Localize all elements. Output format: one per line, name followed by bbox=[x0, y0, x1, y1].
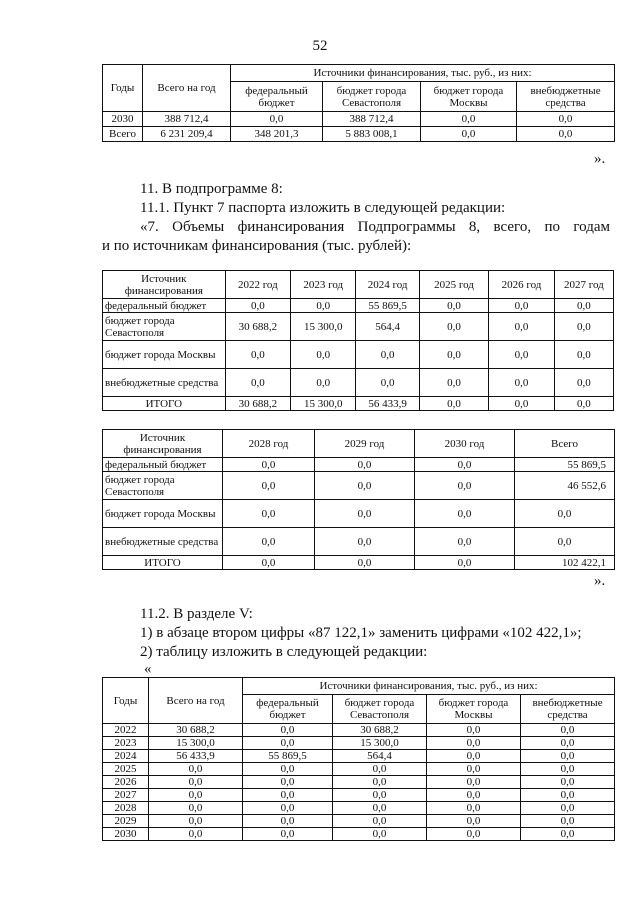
table-cell: 0,0 bbox=[315, 528, 415, 556]
table-cell: 0,0 bbox=[243, 802, 333, 815]
table-row bbox=[103, 789, 615, 802]
table-cell: 564,4 bbox=[356, 313, 419, 341]
table-cell: 0,0 bbox=[243, 776, 333, 789]
table-cell: 0,0 bbox=[419, 369, 488, 397]
table-cell: 0,0 bbox=[243, 737, 333, 750]
table-cell: 0,0 bbox=[149, 828, 243, 841]
row-label: бюджет города Севастополя bbox=[103, 313, 226, 341]
table-cell: 0,0 bbox=[489, 313, 554, 341]
table-cell: 0,0 bbox=[421, 112, 517, 127]
table-cell: 348 201,3 bbox=[231, 127, 323, 142]
table-cell: Всего bbox=[103, 127, 143, 142]
table-cell: 0,0 bbox=[223, 528, 315, 556]
section-11-2: 11.2. В разделе V: bbox=[140, 606, 253, 622]
table-row bbox=[103, 556, 615, 570]
table-row bbox=[103, 299, 614, 313]
table-cell: 0,0 bbox=[223, 458, 315, 472]
table-cell: 0,0 bbox=[521, 802, 615, 815]
table-cell: 0,0 bbox=[225, 341, 290, 369]
row-label: бюджет города Москвы bbox=[103, 500, 223, 528]
table-cell: 0,0 bbox=[225, 369, 290, 397]
table-cell: 0,0 bbox=[554, 313, 613, 341]
subcol-sevastopol: бюджет города Севастополя bbox=[333, 695, 427, 724]
col-year-header: 2030 год bbox=[415, 430, 515, 458]
table-cell: 0,0 bbox=[521, 737, 615, 750]
table-cell: 0,0 bbox=[333, 763, 427, 776]
paragraph-7-line2: и по источникам финансирования (тыс. рублей): bbox=[102, 238, 412, 254]
table-row bbox=[103, 458, 615, 472]
section-11-2-item2: 2) таблицу изложить в следующей редакции: bbox=[140, 644, 428, 660]
funding-table-by-year bbox=[102, 677, 615, 841]
subcol-moscow: бюджет города Москвы bbox=[427, 695, 521, 724]
table-cell: 55 869,5 bbox=[356, 299, 419, 313]
table-cell: 0,0 bbox=[554, 397, 613, 411]
table-row bbox=[103, 815, 615, 828]
sources-header: Источники финансирования, тыс. руб., из них: bbox=[231, 65, 615, 82]
table-row bbox=[103, 313, 614, 341]
table-cell: 15 300,0 bbox=[291, 313, 356, 341]
table-cell: 15 300,0 bbox=[149, 737, 243, 750]
table-cell: 0,0 bbox=[356, 341, 419, 369]
table-cell: 0,0 bbox=[427, 815, 521, 828]
table-cell: 55 869,5 bbox=[243, 750, 333, 763]
table-cell: 0,0 bbox=[517, 127, 615, 142]
subcol-moscow: бюджет города Москвы bbox=[421, 82, 517, 112]
table-row bbox=[103, 369, 614, 397]
table-cell: 0,0 bbox=[315, 500, 415, 528]
table-cell: 0,0 bbox=[149, 776, 243, 789]
row-label: ИТОГО bbox=[103, 556, 223, 570]
opening-quote: « bbox=[144, 661, 152, 677]
col-year-header: 2028 год bbox=[223, 430, 315, 458]
table-cell: 0,0 bbox=[243, 815, 333, 828]
subcol-federal: федеральный бюджет bbox=[231, 82, 323, 112]
table-row bbox=[103, 776, 615, 789]
table-cell: 0,0 bbox=[291, 341, 356, 369]
table-cell: 0,0 bbox=[315, 458, 415, 472]
table-cell: 30 688,2 bbox=[225, 313, 290, 341]
table-cell: 56 433,9 bbox=[149, 750, 243, 763]
table-cell: 0,0 bbox=[243, 763, 333, 776]
table-cell: 0,0 bbox=[149, 815, 243, 828]
col-year-header: 2026 год bbox=[489, 271, 554, 299]
table-cell: 2024 bbox=[103, 750, 149, 763]
table-cell: 0,0 bbox=[415, 500, 515, 528]
table-cell: 0,0 bbox=[427, 763, 521, 776]
col-year-header: 2027 год bbox=[554, 271, 613, 299]
table-cell: 0,0 bbox=[489, 299, 554, 313]
table-cell: 2028 bbox=[103, 802, 149, 815]
table-cell: 0,0 bbox=[333, 789, 427, 802]
table-cell: 0,0 bbox=[427, 802, 521, 815]
table-cell: 2030 bbox=[103, 828, 149, 841]
table-cell: 0,0 bbox=[223, 472, 315, 500]
table-cell: 0,0 bbox=[554, 369, 613, 397]
row-label: бюджет города Москвы bbox=[103, 341, 226, 369]
table-cell: 0,0 bbox=[333, 802, 427, 815]
table-cell: 6 231 209,4 bbox=[143, 127, 231, 142]
table-cell: 0,0 bbox=[149, 789, 243, 802]
table-cell: 0,0 bbox=[419, 313, 488, 341]
table-cell: 0,0 bbox=[427, 724, 521, 737]
paragraph-7-line1: «7. Объемы финансирования Подпрограммы 8, всего, по годам bbox=[140, 219, 610, 235]
table-cell: 0,0 bbox=[427, 789, 521, 802]
table-cell: 30 688,2 bbox=[149, 724, 243, 737]
table-cell: 0,0 bbox=[356, 369, 419, 397]
col-source-header: Источник финансирования bbox=[103, 430, 223, 458]
table-cell: 0,0 bbox=[489, 369, 554, 397]
table-cell: 0,0 bbox=[333, 828, 427, 841]
table-cell: 0,0 bbox=[517, 112, 615, 127]
page-number: 52 bbox=[312, 38, 328, 54]
table-row bbox=[103, 112, 615, 127]
col-years-header: Годы bbox=[103, 65, 143, 112]
table-row bbox=[103, 397, 614, 411]
table-cell: 0,0 bbox=[515, 528, 615, 556]
col-year-header: 2029 год bbox=[315, 430, 415, 458]
table-cell: 2022 bbox=[103, 724, 149, 737]
row-label: федеральный бюджет bbox=[103, 299, 226, 313]
table-row bbox=[103, 724, 615, 737]
col-total-header: Всего на год bbox=[149, 678, 243, 724]
table-cell: 55 869,5 bbox=[515, 458, 615, 472]
table-cell: 0,0 bbox=[223, 500, 315, 528]
table-row bbox=[103, 127, 615, 142]
col-year-header: 2023 год bbox=[291, 271, 356, 299]
table-cell: 2030 bbox=[103, 112, 143, 127]
table-cell: 0,0 bbox=[521, 789, 615, 802]
row-label: бюджет города Севастополя bbox=[103, 472, 223, 500]
section-11-2-item1: 1) в абзаце втором цифры «87 122,1» заменить цифрами «102 422,1»; bbox=[140, 625, 582, 641]
table-cell: 30 688,2 bbox=[333, 724, 427, 737]
table-cell: 0,0 bbox=[427, 750, 521, 763]
table-row bbox=[103, 828, 615, 841]
table-cell: 0,0 bbox=[223, 556, 315, 570]
table-row bbox=[103, 341, 614, 369]
table-cell: 2027 bbox=[103, 789, 149, 802]
table-cell: 56 433,9 bbox=[356, 397, 419, 411]
table-row bbox=[103, 737, 615, 750]
table-cell: 0,0 bbox=[427, 776, 521, 789]
table-cell: 0,0 bbox=[489, 341, 554, 369]
table-cell: 0,0 bbox=[315, 556, 415, 570]
col-total-header: Всего на год bbox=[143, 65, 231, 112]
table-cell: 0,0 bbox=[427, 828, 521, 841]
table-cell: 15 300,0 bbox=[291, 397, 356, 411]
table-cell: 2026 bbox=[103, 776, 149, 789]
table-cell: 0,0 bbox=[333, 815, 427, 828]
section-11-heading: 11. В подпрограмме 8: bbox=[140, 181, 283, 197]
table-cell: 0,0 bbox=[415, 556, 515, 570]
table-cell: 0,0 bbox=[315, 472, 415, 500]
table-cell: 0,0 bbox=[225, 299, 290, 313]
table-cell: 0,0 bbox=[415, 472, 515, 500]
table-cell: 0,0 bbox=[291, 299, 356, 313]
table-cell: 0,0 bbox=[521, 828, 615, 841]
table-cell: 0,0 bbox=[243, 828, 333, 841]
table-cell: 0,0 bbox=[419, 397, 488, 411]
table-cell: 564,4 bbox=[333, 750, 427, 763]
table-cell: 0,0 bbox=[521, 750, 615, 763]
table-cell: 0,0 bbox=[521, 724, 615, 737]
table-cell: 2029 bbox=[103, 815, 149, 828]
table-cell: 0,0 bbox=[521, 815, 615, 828]
table-cell: 102 422,1 bbox=[515, 556, 615, 570]
table-cell: 0,0 bbox=[554, 341, 613, 369]
table-row bbox=[103, 500, 615, 528]
table-cell: 0,0 bbox=[415, 528, 515, 556]
table-row bbox=[103, 472, 615, 500]
table-cell: 2025 bbox=[103, 763, 149, 776]
table-cell: 30 688,2 bbox=[225, 397, 290, 411]
col-source-header: Источник финансирования bbox=[103, 271, 226, 299]
section-11-1: 11.1. Пункт 7 паспорта изложить в следующей редакции: bbox=[140, 200, 506, 216]
table-cell: 15 300,0 bbox=[333, 737, 427, 750]
closing-quote: ». bbox=[594, 151, 606, 167]
funding-table-2028-total bbox=[102, 429, 615, 570]
funding-table-2022-2027 bbox=[102, 270, 614, 411]
subcol-federal: федеральный бюджет bbox=[243, 695, 333, 724]
table-cell: 0,0 bbox=[291, 369, 356, 397]
table-row bbox=[103, 750, 615, 763]
funding-table-continued bbox=[102, 64, 615, 142]
table-cell: 0,0 bbox=[243, 789, 333, 802]
col-year-header: 2022 год bbox=[225, 271, 290, 299]
row-label: федеральный бюджет bbox=[103, 458, 223, 472]
col-year-header: 2025 год bbox=[419, 271, 488, 299]
table-cell: 0,0 bbox=[243, 724, 333, 737]
table-row bbox=[103, 763, 615, 776]
table-cell: 0,0 bbox=[421, 127, 517, 142]
table-cell: 0,0 bbox=[419, 341, 488, 369]
table-cell: 0,0 bbox=[554, 299, 613, 313]
table-cell: 0,0 bbox=[333, 776, 427, 789]
table-cell: 0,0 bbox=[521, 776, 615, 789]
col-total-header: Всего bbox=[515, 430, 615, 458]
row-label: внебюджетные средства bbox=[103, 369, 226, 397]
table-cell: 0,0 bbox=[427, 737, 521, 750]
row-label: ИТОГО bbox=[103, 397, 226, 411]
table-cell: 5 883 008,1 bbox=[323, 127, 421, 142]
table-cell: 0,0 bbox=[521, 763, 615, 776]
table-cell: 46 552,6 bbox=[515, 472, 615, 500]
table-cell: 0,0 bbox=[419, 299, 488, 313]
subcol-sevastopol: бюджет города Севастополя bbox=[323, 82, 421, 112]
col-years-header: Годы bbox=[103, 678, 149, 724]
table-cell: 0,0 bbox=[149, 763, 243, 776]
col-year-header: 2024 год bbox=[356, 271, 419, 299]
sources-header: Источники финансирования, тыс. руб., из них: bbox=[243, 678, 615, 695]
table-cell: 388 712,4 bbox=[323, 112, 421, 127]
table-cell: 0,0 bbox=[515, 500, 615, 528]
subcol-extrabudget: внебюджетные средства bbox=[517, 82, 615, 112]
table-row bbox=[103, 528, 615, 556]
table-cell: 388 712,4 bbox=[143, 112, 231, 127]
table-cell: 0,0 bbox=[489, 397, 554, 411]
table-cell: 0,0 bbox=[415, 458, 515, 472]
row-label: внебюджетные средства bbox=[103, 528, 223, 556]
table-cell: 0,0 bbox=[149, 802, 243, 815]
closing-quote: ». bbox=[594, 573, 606, 589]
table-cell: 0,0 bbox=[231, 112, 323, 127]
subcol-extrabudget: внебюджетные средства bbox=[521, 695, 615, 724]
table-row bbox=[103, 802, 615, 815]
table-cell: 2023 bbox=[103, 737, 149, 750]
